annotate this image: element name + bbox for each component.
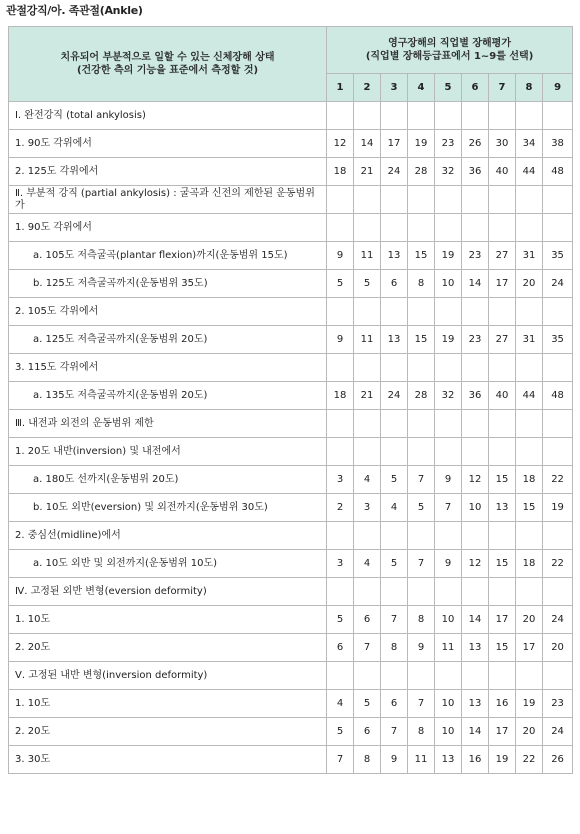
table-row xyxy=(9,522,573,550)
grade-value-cell: 7 xyxy=(408,550,435,578)
grade-value-cell xyxy=(354,438,381,466)
disability-table xyxy=(8,26,573,774)
grade-header-7: 7 xyxy=(489,74,516,102)
grade-value-cell: 10 xyxy=(435,718,462,746)
grade-value-cell: 23 xyxy=(462,242,489,270)
grade-header-5: 5 xyxy=(435,74,462,102)
grade-value-cell: 3 xyxy=(327,550,354,578)
grade-value-cell: 19 xyxy=(543,494,573,522)
grade-value-cell: 24 xyxy=(381,382,408,410)
table-row xyxy=(9,214,573,242)
table-row xyxy=(9,382,573,410)
grade-value-cell: 4 xyxy=(354,466,381,494)
grade-value-cell: 17 xyxy=(489,270,516,298)
table-row xyxy=(9,662,573,690)
grade-value-cell xyxy=(489,186,516,214)
grade-value-cell xyxy=(462,102,489,130)
grade-value-cell: 10 xyxy=(435,270,462,298)
grade-value-cell: 4 xyxy=(354,550,381,578)
table-row xyxy=(9,270,573,298)
row-label: Ⅴ. 고정된 내반 변형(inversion deformity) xyxy=(9,662,327,690)
grade-value-cell: 36 xyxy=(462,158,489,186)
grade-value-cell: 17 xyxy=(489,606,516,634)
grade-value-cell xyxy=(435,186,462,214)
row-label: 1. 90도 각위에서 xyxy=(9,214,327,242)
grade-value-cell xyxy=(327,410,354,438)
grade-value-cell xyxy=(354,578,381,606)
grade-value-cell: 20 xyxy=(516,270,543,298)
grade-value-cell xyxy=(381,578,408,606)
grade-value-cell: 5 xyxy=(408,494,435,522)
grade-value-cell: 23 xyxy=(543,690,573,718)
grade-value-cell: 17 xyxy=(489,718,516,746)
grade-value-cell: 13 xyxy=(381,242,408,270)
grade-value-cell: 35 xyxy=(543,326,573,354)
grade-value-cell xyxy=(435,410,462,438)
grade-value-cell: 12 xyxy=(462,466,489,494)
grade-value-cell xyxy=(462,186,489,214)
grade-value-cell: 11 xyxy=(408,746,435,774)
grade-value-cell xyxy=(354,354,381,382)
grade-header-4: 4 xyxy=(408,74,435,102)
grade-value-cell: 48 xyxy=(543,382,573,410)
grade-value-cell xyxy=(327,438,354,466)
table-body xyxy=(9,102,573,774)
table-row xyxy=(9,606,573,634)
grade-value-cell: 18 xyxy=(327,382,354,410)
grade-value-cell: 21 xyxy=(354,158,381,186)
table-row xyxy=(9,186,573,214)
page-title: 관절강직/아. 족관절(Ankle) xyxy=(6,4,143,17)
table-row xyxy=(9,242,573,270)
grade-value-cell: 5 xyxy=(381,550,408,578)
grade-value-cell: 2 xyxy=(327,494,354,522)
grade-value-cell: 13 xyxy=(462,634,489,662)
row-label: 1. 10도 xyxy=(9,606,327,634)
grade-value-cell xyxy=(435,522,462,550)
grade-value-cell: 20 xyxy=(543,634,573,662)
row-label: 2. 20도 xyxy=(9,634,327,662)
grade-value-cell: 15 xyxy=(489,550,516,578)
grade-value-cell: 28 xyxy=(408,158,435,186)
grade-value-cell: 5 xyxy=(327,606,354,634)
grade-value-cell: 9 xyxy=(435,466,462,494)
grade-value-cell xyxy=(327,354,354,382)
row-label: 3. 30도 xyxy=(9,746,327,774)
row-label: 2. 중심선(midline)에서 xyxy=(9,522,327,550)
grade-value-cell: 5 xyxy=(354,690,381,718)
grade-value-cell xyxy=(489,662,516,690)
table-row xyxy=(9,102,573,130)
grade-value-cell: 17 xyxy=(381,130,408,158)
grade-value-cell: 26 xyxy=(543,746,573,774)
grade-value-cell: 8 xyxy=(408,718,435,746)
grade-value-cell: 24 xyxy=(381,158,408,186)
grade-value-cell: 10 xyxy=(435,690,462,718)
grade-header-6: 6 xyxy=(462,74,489,102)
row-label: a. 125도 저측굴곡까지(운동범위 20도) xyxy=(9,326,327,354)
grade-header-1: 1 xyxy=(327,74,354,102)
table-row xyxy=(9,438,573,466)
grade-value-cell xyxy=(489,578,516,606)
row-label: 2. 20도 xyxy=(9,718,327,746)
grade-value-cell xyxy=(462,578,489,606)
condition-header xyxy=(9,27,327,102)
table-row xyxy=(9,158,573,186)
grade-value-cell: 3 xyxy=(354,494,381,522)
table-row xyxy=(9,634,573,662)
grade-value-cell: 21 xyxy=(354,382,381,410)
grade-value-cell: 31 xyxy=(516,326,543,354)
grade-value-cell xyxy=(327,298,354,326)
grade-value-cell xyxy=(354,214,381,242)
row-label: Ⅱ. 부분적 강직 (partial ankylosis) : 굴곡과 신전의 제한된 운동범위가 xyxy=(9,186,327,214)
grade-value-cell xyxy=(543,102,573,130)
grade-value-cell: 31 xyxy=(516,242,543,270)
grade-value-cell: 23 xyxy=(435,130,462,158)
grade-value-cell xyxy=(327,214,354,242)
grade-value-cell: 20 xyxy=(516,718,543,746)
grade-value-cell: 6 xyxy=(327,634,354,662)
row-label: 2. 105도 각위에서 xyxy=(9,298,327,326)
grade-value-cell xyxy=(462,410,489,438)
grade-value-cell xyxy=(516,354,543,382)
grade-value-cell xyxy=(435,102,462,130)
grade-value-cell xyxy=(327,578,354,606)
row-label: 1. 90도 각위에서 xyxy=(9,130,327,158)
grade-value-cell xyxy=(408,186,435,214)
evaluation-header-line1: 영구장해의 직업별 장해평가 xyxy=(388,37,511,49)
row-label: Ⅰ. 완전강직 (total ankylosis) xyxy=(9,102,327,130)
grade-value-cell xyxy=(435,354,462,382)
grade-value-cell: 3 xyxy=(327,466,354,494)
grade-value-cell xyxy=(516,662,543,690)
grade-value-cell xyxy=(516,186,543,214)
grade-value-cell: 22 xyxy=(543,466,573,494)
grade-value-cell: 6 xyxy=(354,718,381,746)
grade-value-cell: 13 xyxy=(462,690,489,718)
grade-value-cell: 27 xyxy=(489,242,516,270)
row-label: b. 10도 외반(eversion) 및 외전까지(운동범위 30도) xyxy=(9,494,327,522)
grade-value-cell xyxy=(381,186,408,214)
grade-value-cell: 27 xyxy=(489,326,516,354)
grade-value-cell xyxy=(381,662,408,690)
grade-value-cell xyxy=(408,298,435,326)
grade-value-cell xyxy=(543,578,573,606)
row-label: Ⅲ. 내전과 외전의 운동범위 제한 xyxy=(9,410,327,438)
grade-value-cell: 14 xyxy=(462,718,489,746)
grade-value-cell xyxy=(354,410,381,438)
grade-value-cell: 18 xyxy=(516,550,543,578)
grade-value-cell: 15 xyxy=(408,242,435,270)
row-label: 1. 10도 xyxy=(9,690,327,718)
grade-value-cell: 6 xyxy=(354,606,381,634)
grade-value-cell: 34 xyxy=(516,130,543,158)
condition-header-line1: 치유되어 부분적으로 일할 수 있는 신체장해 상태 xyxy=(60,51,275,63)
grade-value-cell: 24 xyxy=(543,606,573,634)
grade-value-cell: 7 xyxy=(327,746,354,774)
grade-value-cell: 32 xyxy=(435,158,462,186)
grade-header-2: 2 xyxy=(354,74,381,102)
grade-value-cell: 9 xyxy=(408,634,435,662)
table-row xyxy=(9,130,573,158)
grade-value-cell xyxy=(489,102,516,130)
grade-value-cell xyxy=(543,438,573,466)
grade-value-cell xyxy=(516,298,543,326)
grade-value-cell: 18 xyxy=(516,466,543,494)
grade-value-cell: 22 xyxy=(543,550,573,578)
grade-value-cell: 18 xyxy=(327,158,354,186)
grade-value-cell xyxy=(408,662,435,690)
grade-value-cell: 19 xyxy=(408,130,435,158)
grade-value-cell xyxy=(462,298,489,326)
grade-value-cell: 36 xyxy=(462,382,489,410)
grade-value-cell: 35 xyxy=(543,242,573,270)
grade-value-cell: 5 xyxy=(327,270,354,298)
grade-value-cell: 5 xyxy=(327,718,354,746)
grade-value-cell xyxy=(354,298,381,326)
grade-value-cell: 4 xyxy=(381,494,408,522)
grade-value-cell: 8 xyxy=(408,606,435,634)
grade-value-cell: 22 xyxy=(516,746,543,774)
grade-value-cell: 38 xyxy=(543,130,573,158)
grade-value-cell: 32 xyxy=(435,382,462,410)
grade-value-cell: 26 xyxy=(462,130,489,158)
grade-value-cell: 16 xyxy=(462,746,489,774)
grade-value-cell xyxy=(327,662,354,690)
grade-value-cell: 14 xyxy=(462,270,489,298)
row-label: 3. 115도 각위에서 xyxy=(9,354,327,382)
grade-value-cell: 40 xyxy=(489,382,516,410)
grade-value-cell: 7 xyxy=(381,606,408,634)
grade-header-3: 3 xyxy=(381,74,408,102)
grade-value-cell: 7 xyxy=(381,718,408,746)
grade-value-cell xyxy=(381,214,408,242)
grade-value-cell: 7 xyxy=(354,634,381,662)
table-row xyxy=(9,550,573,578)
grade-value-cell xyxy=(489,410,516,438)
grade-value-cell: 24 xyxy=(543,718,573,746)
grade-value-cell xyxy=(408,438,435,466)
grade-value-cell: 8 xyxy=(408,270,435,298)
table-row xyxy=(9,354,573,382)
row-label: a. 135도 저측굴곡까지(운동범위 20도) xyxy=(9,382,327,410)
grade-value-cell: 9 xyxy=(381,746,408,774)
grade-value-cell xyxy=(516,410,543,438)
grade-value-cell: 9 xyxy=(327,242,354,270)
grade-value-cell: 23 xyxy=(462,326,489,354)
grade-value-cell xyxy=(516,522,543,550)
grade-value-cell: 13 xyxy=(489,494,516,522)
grade-value-cell: 11 xyxy=(354,326,381,354)
grade-value-cell xyxy=(543,298,573,326)
condition-header-line2: (건강한 측의 기능을 표준에서 측정할 것) xyxy=(76,65,259,76)
grade-value-cell xyxy=(516,438,543,466)
row-label: b. 125도 저측굴곡까지(운동범위 35도) xyxy=(9,270,327,298)
grade-value-cell: 19 xyxy=(435,326,462,354)
grade-value-cell: 9 xyxy=(435,550,462,578)
grade-value-cell xyxy=(516,578,543,606)
row-label: 1. 20도 내반(inversion) 및 내전에서 xyxy=(9,438,327,466)
table-row xyxy=(9,466,573,494)
table-row xyxy=(9,690,573,718)
grade-value-cell xyxy=(543,214,573,242)
grade-value-cell: 15 xyxy=(408,326,435,354)
grade-header-9: 9 xyxy=(543,74,573,102)
grade-value-cell: 12 xyxy=(327,130,354,158)
grade-value-cell xyxy=(543,354,573,382)
grade-value-cell: 19 xyxy=(516,690,543,718)
grade-value-cell xyxy=(435,438,462,466)
grade-value-cell: 15 xyxy=(516,494,543,522)
grade-value-cell: 13 xyxy=(435,746,462,774)
grade-value-cell xyxy=(408,410,435,438)
grade-value-cell xyxy=(489,298,516,326)
grade-value-cell: 44 xyxy=(516,382,543,410)
grade-value-cell xyxy=(381,102,408,130)
grade-value-cell xyxy=(489,354,516,382)
grade-value-cell xyxy=(327,102,354,130)
grade-value-cell: 13 xyxy=(381,326,408,354)
grade-value-cell: 5 xyxy=(381,466,408,494)
grade-value-cell: 40 xyxy=(489,158,516,186)
grade-value-cell: 7 xyxy=(408,690,435,718)
grade-value-cell xyxy=(516,214,543,242)
grade-value-cell: 11 xyxy=(435,634,462,662)
grade-value-cell xyxy=(543,186,573,214)
grade-value-cell: 28 xyxy=(408,382,435,410)
grade-value-cell: 15 xyxy=(489,634,516,662)
grade-value-cell xyxy=(543,662,573,690)
table-row xyxy=(9,578,573,606)
grade-value-cell: 24 xyxy=(543,270,573,298)
grade-value-cell xyxy=(354,662,381,690)
grade-value-cell xyxy=(435,662,462,690)
grade-value-cell xyxy=(408,522,435,550)
grade-value-cell xyxy=(462,354,489,382)
grade-value-cell: 8 xyxy=(381,634,408,662)
grade-value-cell: 20 xyxy=(516,606,543,634)
grade-value-cell xyxy=(462,438,489,466)
grade-value-cell xyxy=(435,298,462,326)
grade-value-cell: 48 xyxy=(543,158,573,186)
table-row xyxy=(9,746,573,774)
grade-value-cell xyxy=(354,102,381,130)
grade-value-cell xyxy=(408,354,435,382)
grade-value-cell xyxy=(354,522,381,550)
grade-value-cell: 14 xyxy=(354,130,381,158)
grade-value-cell xyxy=(327,186,354,214)
grade-value-cell: 7 xyxy=(435,494,462,522)
grade-value-cell: 19 xyxy=(489,746,516,774)
grade-value-cell: 5 xyxy=(354,270,381,298)
table-row xyxy=(9,494,573,522)
evaluation-header xyxy=(327,27,573,74)
grade-value-cell: 19 xyxy=(435,242,462,270)
grade-value-cell: 6 xyxy=(381,270,408,298)
grade-value-cell xyxy=(327,522,354,550)
grade-value-cell xyxy=(381,354,408,382)
grade-value-cell xyxy=(462,214,489,242)
grade-value-cell: 6 xyxy=(381,690,408,718)
grade-value-cell xyxy=(462,522,489,550)
grade-value-cell: 10 xyxy=(435,606,462,634)
grade-value-cell xyxy=(354,186,381,214)
grade-value-cell xyxy=(516,102,543,130)
grade-header-8: 8 xyxy=(516,74,543,102)
grade-value-cell: 12 xyxy=(462,550,489,578)
grade-value-cell xyxy=(543,410,573,438)
row-label: Ⅳ. 고정된 외반 변형(eversion deformity) xyxy=(9,578,327,606)
grade-value-cell: 11 xyxy=(354,242,381,270)
grade-value-cell xyxy=(381,438,408,466)
grade-value-cell: 14 xyxy=(462,606,489,634)
grade-value-cell xyxy=(489,438,516,466)
row-label: 2. 125도 각위에서 xyxy=(9,158,327,186)
grade-value-cell: 10 xyxy=(462,494,489,522)
table-row xyxy=(9,410,573,438)
table-row xyxy=(9,718,573,746)
grade-value-cell xyxy=(462,662,489,690)
grade-value-cell xyxy=(381,522,408,550)
grade-value-cell xyxy=(408,578,435,606)
grade-value-cell: 8 xyxy=(354,746,381,774)
grade-value-cell: 9 xyxy=(327,326,354,354)
grade-value-cell xyxy=(381,410,408,438)
evaluation-header-line2: (직업별 장해등급표에서 1~9를 선택) xyxy=(365,51,534,62)
row-label: a. 105도 저측굴곡(plantar flexion)까지(운동범위 15도) xyxy=(9,242,327,270)
grade-value-cell xyxy=(381,298,408,326)
table-row xyxy=(9,326,573,354)
grade-value-cell xyxy=(408,102,435,130)
row-label: a. 10도 외반 및 외전까지(운동범위 10도) xyxy=(9,550,327,578)
grade-value-cell: 4 xyxy=(327,690,354,718)
grade-value-cell: 17 xyxy=(516,634,543,662)
grade-value-cell xyxy=(543,522,573,550)
grade-value-cell: 30 xyxy=(489,130,516,158)
grade-value-cell xyxy=(435,578,462,606)
grade-value-cell: 7 xyxy=(408,466,435,494)
grade-value-cell: 44 xyxy=(516,158,543,186)
grade-value-cell xyxy=(408,214,435,242)
grade-value-cell xyxy=(489,214,516,242)
grade-value-cell xyxy=(489,522,516,550)
grade-value-cell: 16 xyxy=(489,690,516,718)
grade-value-cell xyxy=(435,214,462,242)
grade-value-cell: 15 xyxy=(489,466,516,494)
row-label: a. 180도 선까지(운동범위 20도) xyxy=(9,466,327,494)
table-row xyxy=(9,298,573,326)
